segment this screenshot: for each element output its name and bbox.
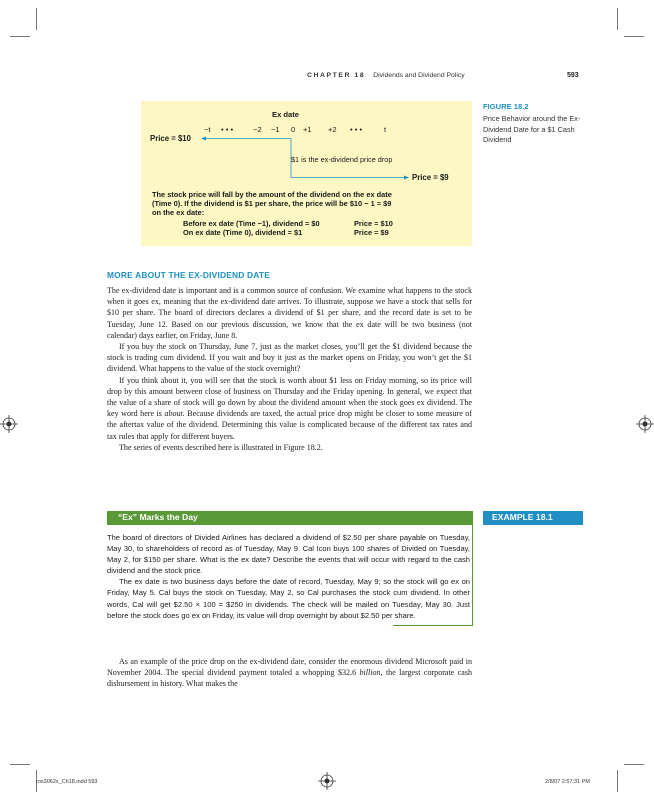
timeline-tick: • • • xyxy=(350,125,363,134)
timeline-tick: • • • xyxy=(221,125,234,134)
figure-price-before: Price = $10 xyxy=(150,134,191,143)
crop-mark xyxy=(10,764,30,765)
figure-note-line: The stock price will fall by the amount of the dividend on the ex date xyxy=(152,190,392,199)
figure-table-right: Price = $9 xyxy=(354,228,389,238)
paragraph: The series of events described here is illustrated in Figure 18.2. xyxy=(119,442,323,452)
paragraph: The ex-dividend date is important and is a common source of confusion. We examine what happens to the stock when it goes ex, meaning that the ex-dividend date arrives. To illustrate, suppose we have a stock that sells for $10 per share. The board of directors declares a dividend of $1 per share, and the record date is set to be Tuesday, June 12. Based on our previous discussion, we know that the ex date will be two business (not calendar) days earlier, on Friday, June 8. xyxy=(107,286,472,340)
example-title: “Ex” Marks the Day xyxy=(118,512,198,522)
paragraph: The board of directors of Divided Airlines has declared a dividend of $2.50 per share payable on Tuesday, May 30, to shareholders of record as of Tuesday, May 9. Cal Icon buys 100 shares of Divided on Tuesday, May 2, for $150 per share. What is the ex date? Describe the events that will occur with regard to the cash dividend and the stock price. xyxy=(107,533,470,576)
paragraph xyxy=(107,656,472,690)
print-slug-timestamp: 2/8/07 2:57:31 PM xyxy=(545,779,590,785)
figure-table-row xyxy=(183,228,393,237)
figure-ex-date-label: Ex date xyxy=(272,110,300,119)
timeline-tick: 0 xyxy=(291,125,296,134)
paragraph: The ex date is two business days before the date of record, Tuesday, May 9; so the stock will go ex on Friday, May 5. Cal buys the stock on Tuesday, May 2, so Cal purchases the stock cum dividend. In other words, Cal will get $2.50 × 100 = $250 in dividends. The check will be mailed on Tuesday, May 30. Just before the stock does go ex on Friday, its value will drop overnight by about $2.50 per share. xyxy=(107,577,470,620)
paragraph: If you buy the stock on Thursday, June 7, just as the market closes, you’ll get the $1 dividend because the stock is trading cum dividend. If you wait and buy it just as the market opens on Friday, you won’t get the $1 dividend. What happens to the value of the stock overnight? xyxy=(107,342,472,374)
example-body xyxy=(107,532,470,621)
figure-drop-label: $1 is the ex-dividend price drop xyxy=(291,155,393,164)
timeline-tick: +2 xyxy=(328,125,337,134)
figure-price-after: Price = $9 xyxy=(412,173,449,182)
print-slug-file: ros3062x_Ch18.indd 593 xyxy=(36,779,98,785)
figure-label: FIGURE 18.2 xyxy=(483,102,529,111)
figure-note xyxy=(152,190,392,218)
chapter-title: Dividends and Dividend Policy xyxy=(373,72,465,79)
section-body xyxy=(107,285,472,453)
crop-mark xyxy=(617,770,618,792)
registration-mark-right xyxy=(636,415,654,433)
timeline-tick: −t xyxy=(204,125,211,134)
paragraph-text: the largest corporate cash disbursement in history. What makes the xyxy=(107,668,472,689)
timeline-tick: t xyxy=(384,125,387,134)
example-label: EXAMPLE 18.1 xyxy=(492,512,553,522)
example-rule xyxy=(393,625,473,626)
figure-note-line: on the ex date: xyxy=(152,208,205,218)
timeline-tick: +1 xyxy=(303,125,312,134)
page-number: 593 xyxy=(567,72,579,79)
figure-table-left: On ex date (Time 0), dividend = $1 xyxy=(183,228,303,238)
paragraph xyxy=(107,375,472,442)
emphasis: billion, xyxy=(359,668,383,678)
figure-table xyxy=(183,219,393,237)
registration-mark-bottom xyxy=(318,772,336,790)
figure-table-left: Before ex date (Time −1), dividend = $0 xyxy=(183,219,320,228)
timeline-tick: −2 xyxy=(253,125,262,134)
figure-caption: Price Behavior around the Ex-Dividend Date for a $1 Cash Dividend xyxy=(483,114,581,144)
registration-mark-left xyxy=(0,415,18,433)
chapter-label: CHAPTER 18 xyxy=(307,72,366,79)
example-rule xyxy=(472,525,473,625)
closing-body xyxy=(107,656,472,690)
paragraph-text: As an example of the price drop on the ex-dividend date, consider the enormous dividend Microsoft paid in November 2004. The special dividend payment totaled a whopping $32.6 xyxy=(107,657,472,678)
figure-table-right: Price = $10 xyxy=(354,219,393,228)
paragraph-text: If you think about it, you will see that the stock is worth about $1 less on Friday morning, so its price will drop by this amount between close of business on Thursday and the Friday opening. In general, we expect that the value of a share of stock will go down by about the dividend amount when the stock goes ex dividend. The key word here is xyxy=(107,375,472,419)
section-heading: MORE ABOUT THE EX-DIVIDEND DATE xyxy=(107,270,271,280)
figure-table-row xyxy=(183,219,393,228)
crop-mark xyxy=(624,764,644,765)
figure-note-line: (Time 0). If the dividend is $1 per share, the price will be $10 − 1 = $9 xyxy=(152,199,392,209)
timeline-tick: −1 xyxy=(271,125,280,134)
paragraph-text: Because dividends are taxed, the actual price drop might be closer to some measure of the aftertax value of the dividend. Determining this value is complicated because of the different tax rates and tax rules that apply for different buyers. xyxy=(107,409,472,441)
emphasis: about. xyxy=(164,409,185,419)
